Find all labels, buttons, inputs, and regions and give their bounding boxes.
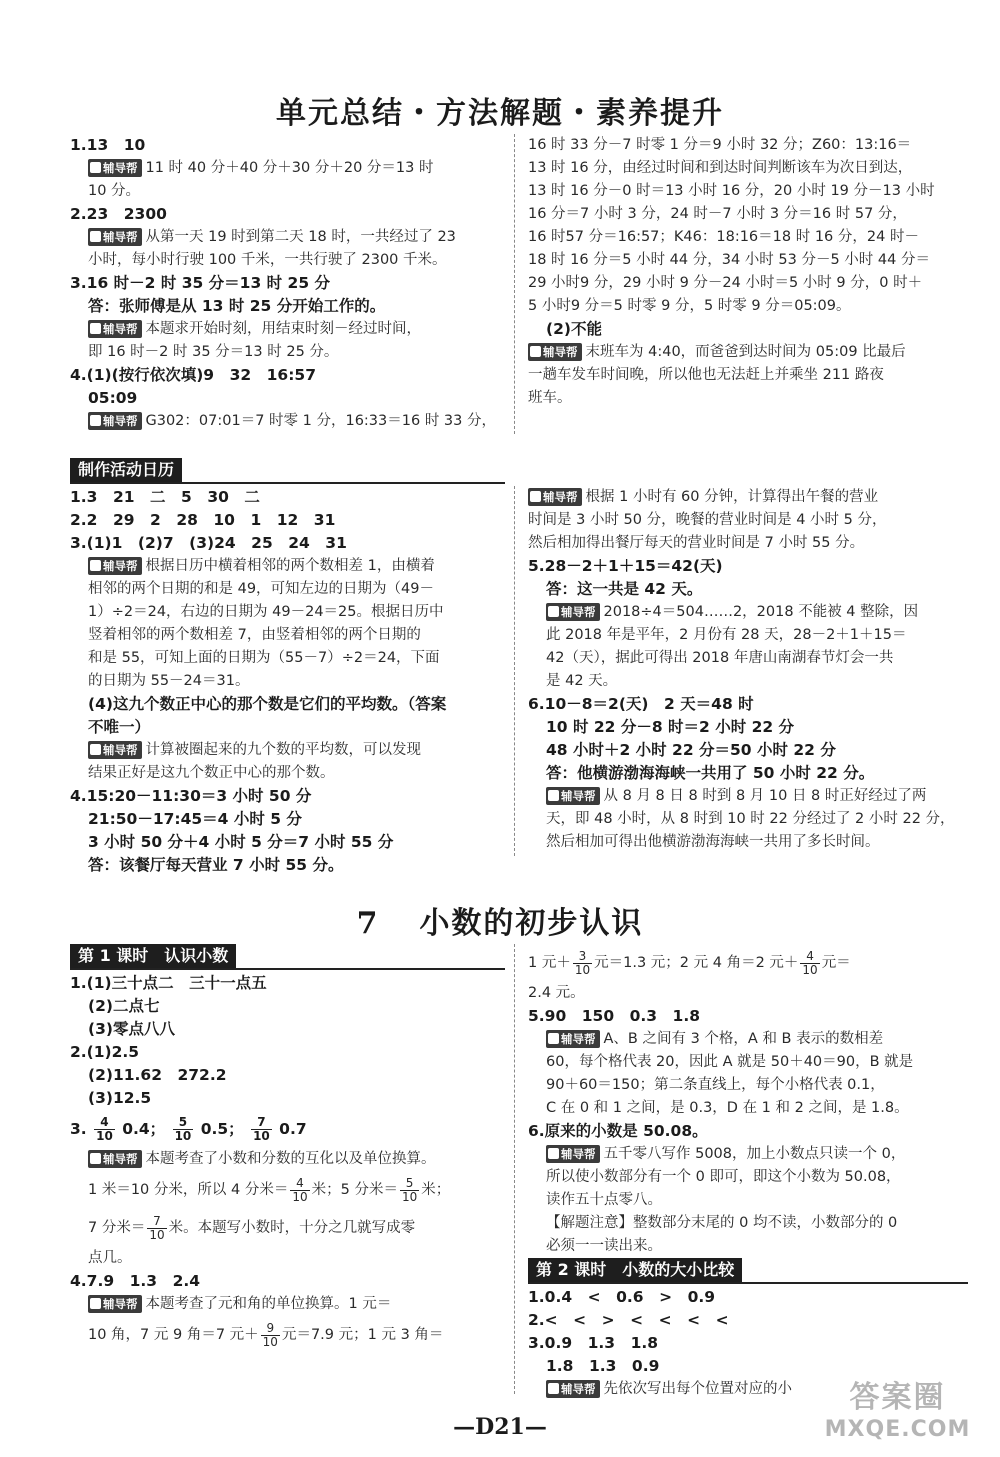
book-icon (90, 1298, 101, 1309)
explanation-line: 是 42 天。 (546, 673, 618, 689)
explanation-line: 10 分。 (88, 183, 141, 199)
section-header-label: 第 2 课时 小数的大小比较 (528, 1258, 742, 1282)
answer-line: 6.原来的小数是 50.08。 (528, 1122, 708, 1140)
guide-tag: 辅导帮 (546, 603, 600, 621)
explanation-line: 点几。 (88, 1250, 132, 1266)
book-icon (90, 162, 101, 173)
guide-tag: 辅导帮 (88, 1150, 142, 1168)
guide-tag: 辅导帮 (88, 320, 142, 338)
explanation-line: 即 16 时－2 时 35 分＝13 时 25 分。 (88, 344, 339, 360)
fraction: $\frac{4}{10}$ (802, 948, 818, 977)
answer-line: 2.2 29 2 28 10 1 12 31 (70, 511, 336, 529)
answer-line: 5.28－2＋1＋15＝42(天) (528, 557, 723, 575)
explanation-line: 辅导帮 从第一天 19 时到第二天 18 时，一共经过了 23 (70, 226, 505, 249)
explanation-line: 辅导帮 2018÷4＝504……2，2018 不能被 4 整除，因 (528, 601, 968, 624)
answer-line: 4.15:20－11:30＝3 小时 50 分 (70, 787, 312, 805)
answer-line: 1.0.4 < 0.6 > 0.9 (528, 1288, 716, 1306)
answer-line: 21:50－17:45＝4 小时 5 分 (88, 810, 302, 828)
answer-line: (2)11.62 272.2 (88, 1066, 227, 1084)
watermark-logo (800, 1380, 995, 1455)
note-line: 【解题注意】整数部分末尾的 0 均不读，小数部分的 0 (546, 1215, 898, 1231)
explanation-line: 辅导帮 本题考查了小数和分数的互化以及单位换算。 (70, 1148, 505, 1171)
chapter-name: 小数的初步认识 (419, 906, 644, 941)
unit-summary-right-column (528, 134, 968, 410)
answer-line: 10 时 22 分－8 时＝2 小时 22 分 (546, 718, 795, 736)
answer-line: 5.90 150 0.3 1.8 (528, 1007, 701, 1025)
fraction: $\frac{7}{10}$ (253, 1115, 270, 1143)
explanation-line: 1 元＋ $\frac{3}{10}$ 元＝1.3 元；2 元 4 角＝2 元＋ $\frac{4}{10}$ 元＝ (528, 948, 851, 977)
explanation-line: 13 时 16 分－0 时＝13 小时 16 分，20 小时 19 分－13 小时 (528, 183, 935, 199)
explanation-line: 时间是 3 小时 50 分，晚餐的营业时间是 4 小时 5 分， (528, 512, 887, 528)
chapter-number: 7 (356, 906, 380, 941)
guide-tag: 辅导帮 (528, 343, 582, 361)
explanation-line: 7 分米＝ $\frac{7}{10}$ 米。本题写小数时，十分之几就写成零 (88, 1213, 416, 1242)
guide-tag: 辅导帮 (546, 1030, 600, 1048)
explanation-line: 辅导帮 G302：07:01＝7 时零 1 分，16:33＝16 时 33 分， (70, 410, 505, 433)
section-title-unit-summary: 单元总结・方法解题・素养提升 (276, 96, 724, 131)
answer-line: 4.7.9 1.3 2.4 (70, 1272, 201, 1290)
lesson1-left-column (70, 944, 505, 1354)
column-divider (514, 486, 515, 856)
explanation-line: 辅导帮 根据 1 小时有 60 分钟，计算得出午餐的营业 (528, 486, 968, 509)
book-icon (548, 1033, 559, 1044)
page-number: —D21— (453, 1414, 547, 1440)
section-header-label: 第 1 课时 认识小数 (70, 944, 236, 968)
explanation-line: 18 时 16 分＝5 小时 44 分，34 小时 53 分－5 小时 44 分＝ (528, 252, 930, 268)
answer-line: 答：他横游渤海海峡一共用了 50 小时 22 分。 (546, 764, 875, 782)
explanation-line: 小时，每小时行驶 100 千米，一共行驶了 2300 千米。 (88, 252, 447, 268)
guide-tag: 辅导帮 (88, 159, 142, 177)
guide-tag: 辅导帮 (546, 1145, 600, 1163)
explanation-line: 班车。 (528, 390, 572, 406)
explanation-line: 90＋60＝150；第二条直线上，每个小格代表 0.1， (546, 1077, 885, 1093)
note-line: 必须一一读出来。 (546, 1238, 662, 1254)
explanation-line: 2.4 元。 (528, 985, 585, 1001)
guide-tag: 辅导帮 (88, 557, 142, 575)
answer-line: 3.16 时－2 时 35 分＝13 时 25 分 (70, 274, 331, 292)
fraction: $\frac{9}{10}$ (262, 1320, 278, 1349)
fraction: $\frac{7}{10}$ (149, 1213, 165, 1242)
answer-line: 6.10－8＝2(天) 2 天＝48 时 (528, 695, 754, 713)
book-icon (90, 415, 101, 426)
guide-tag: 辅导帮 (546, 1380, 600, 1398)
answer-line: 3. $\frac{4}{10}$ 0.4； $\frac{5}{10}$ 0.5； $\frac{7}{10}$ 0.7 (70, 1115, 307, 1143)
section-header-lesson2 (528, 1258, 968, 1284)
answer-line: 答：该餐厅每天营业 7 小时 55 分。 (88, 856, 344, 874)
watermark-url: MXQE.COM (824, 1417, 971, 1442)
explanation-line: 1 米＝10 分米，所以 4 分米＝ $\frac{4}{10}$ 米；5 分米＝ $\frac{5}{10}$ 米； (88, 1175, 451, 1204)
explanation-line: 所以使小数部分有一个 0 即可，即这个小数为 50.08， (546, 1169, 901, 1185)
answer-line: 2.< < > < < < < (528, 1311, 729, 1329)
explanation-line: 辅导帮 末班车为 4:40，而爸爸到达时间为 05:09 比最后 (528, 341, 968, 364)
answer-line: 答：张师傅是从 13 时 25 分开始工作的。 (88, 297, 386, 315)
fraction: $\frac{3}{10}$ (574, 948, 591, 977)
explanation-line: 辅导帮 本题求开始时刻，用结束时刻－经过时间， (70, 318, 505, 341)
explanation-line: 辅导帮 根据日历中横着相邻的两个数相差 1，由横着 (70, 555, 505, 578)
explanation-line: 结果正好是这九个数正中心的那个数。 (88, 765, 335, 781)
explanation-line: 29 小时9 分，29 小时 9 分－24 小时＝5 小时 9 分，0 时＋ (528, 275, 923, 291)
book-icon (530, 491, 541, 502)
answer-line: (3)12.5 (88, 1089, 152, 1107)
book-icon (90, 744, 101, 755)
answer-line: 4.(1)(按行依次填)9 32 16:57 (70, 366, 316, 384)
answer-line: 1.8 1.3 0.9 (546, 1357, 660, 1375)
explanation-line: 竖着相邻的两个数相差 7，由竖着相邻的两个日期的 (88, 627, 421, 643)
explanation-line: 辅导帮 先依次写出每个位置对应的小 (528, 1378, 968, 1401)
book-icon (90, 560, 101, 571)
answer-line: 1.(1)三十点二 三十一点五 (70, 974, 267, 992)
explanation-line: 42（天），据此可得出 2018 年唐山南湖春节灯会一共 (546, 650, 894, 666)
column-divider (514, 944, 515, 1394)
explanation-line: C 在 0 和 1 之间，是 0.3，D 在 1 和 2 之间，是 1.8。 (546, 1100, 909, 1116)
explanation-line: 天，即 48 小时，从 8 时到 10 时 22 分经过了 2 小时 22 分， (546, 811, 955, 827)
column-divider (514, 134, 515, 434)
guide-tag: 辅导帮 (88, 741, 142, 759)
chapter-title (0, 898, 1000, 942)
explanation-line: 13 时 16 分，由经过时间和到达时间判断该车为次日到达， (528, 160, 913, 176)
explanation-line: 辅导帮 五千零八写作 5008，加上小数点只读一个 0， (528, 1143, 968, 1166)
watermark-text: 答案圈 (849, 1380, 946, 1415)
explanation-line: 10 角，7 元 9 角＝7 元＋ $\frac{9}{10}$ 元＝7.9 元；1 元 3 角＝ (88, 1320, 444, 1349)
explanation-line: 的日期为 55－24＝31。 (88, 673, 250, 689)
explanation-line: 辅导帮 计算被圈起来的九个数的平均数，可以发现 (70, 739, 505, 762)
answer-line: (2)二点七 (88, 997, 160, 1015)
explanation-line: 16 时 33 分－7 时零 1 分＝9 小时 32 分；Z60：13:16＝ (528, 137, 912, 153)
book-icon (548, 1383, 559, 1394)
guide-tag: 辅导帮 (546, 787, 600, 805)
answer-line: 3.(1)1 (2)7 (3)24 25 24 31 (70, 534, 347, 552)
calendar-left-column (70, 486, 505, 877)
explanation-line: 相邻的两个日期的和是 49，可知左边的日期为（49－ (88, 581, 435, 597)
answer-line: 48 小时＋2 小时 22 分＝50 小时 22 分 (546, 741, 836, 759)
book-icon (548, 790, 559, 801)
answer-line: 05:09 (88, 389, 138, 407)
guide-tag: 辅导帮 (88, 228, 142, 246)
answer-line: 2.(1)2.5 (70, 1043, 140, 1061)
fraction: $\frac{4}{10}$ (96, 1115, 113, 1143)
explanation-line: 然后相加得出餐厅每天的营业时间是 7 小时 55 分。 (528, 535, 865, 551)
answer-line: 不唯一） (88, 718, 151, 736)
explanation-line: 16 分＝7 小时 3 分，24 时－7 小时 3 分＝16 时 57 分， (528, 206, 907, 222)
explanation-line: 1）÷2＝24，右边的日期为 49－24＝25。根据日历中 (88, 604, 444, 620)
book-icon (90, 1153, 101, 1164)
fraction: $\frac{5}{10}$ (401, 1175, 418, 1204)
explanation-line: 辅导帮 A、B 之间有 3 个格，A 和 B 表示的数相差 (528, 1028, 968, 1051)
guide-tag: 辅导帮 (88, 1295, 142, 1313)
answer-line: (2)不能 (546, 320, 602, 338)
answer-line: 1.3 21 二 5 30 二 (70, 488, 260, 506)
explanation-line: 然后相加可得出他横游渤海海峡一共用了多长时间。 (546, 834, 880, 850)
book-icon (548, 606, 559, 617)
book-icon (90, 231, 101, 242)
book-icon (548, 1148, 559, 1159)
explanation-line: 此 2018 年是平年，2 月份有 28 天，28－2＋1＋15＝ (546, 627, 907, 643)
explanation-line: 5 小时9 分＝5 时零 9 分，5 时零 9 分＝05:09。 (528, 298, 851, 314)
answer-line: 2.23 2300 (70, 205, 167, 223)
section-header-calendar (70, 458, 505, 486)
fraction: $\frac{4}{10}$ (292, 1175, 308, 1204)
calendar-right-column (528, 486, 968, 854)
book-icon (90, 323, 101, 334)
explanation-line: 读作五十点零八。 (546, 1192, 662, 1208)
explanation-line: 和是 55，可知上面的日期为（55－7）÷2＝24，下面 (88, 650, 440, 666)
guide-tag: 辅导帮 (88, 412, 142, 430)
unit-summary-left-column (70, 134, 505, 433)
guide-tag: 辅导帮 (528, 488, 582, 506)
explanation-line: 辅导帮 从 8 月 8 日 8 时到 8 月 10 日 8 时正好经过了两 (528, 785, 968, 808)
answer-line: (3)零点八八 (88, 1020, 175, 1038)
section-header-label: 制作活动日历 (70, 458, 182, 482)
answer-line: 3.0.9 1.3 1.8 (528, 1334, 659, 1352)
answer-line: 答：这一共是 42 天。 (546, 580, 703, 598)
answer-line: 1.13 10 (70, 136, 146, 154)
explanation-line: 辅导帮 11 时 40 分＋40 分＋30 分＋20 分＝13 时 (70, 157, 505, 180)
explanation-line: 16 时57 分＝16:57；K46：18:16＝18 时 16 分，24 时－ (528, 229, 919, 245)
explanation-line: 60，每个格代表 20，因此 A 就是 50＋40＝90，B 就是 (546, 1054, 914, 1070)
answer-line: 3 小时 50 分＋4 小时 5 分＝7 小时 55 分 (88, 833, 394, 851)
explanation-line: 辅导帮 本题考查了元和角的单位换算。1 元＝ (70, 1293, 505, 1316)
lesson1-right-column (528, 944, 968, 1401)
answer-line: (4)这九个数正中心的那个数是它们的平均数。（答案 (88, 695, 447, 713)
book-icon (530, 346, 541, 357)
explanation-line: 一趟车发车时间晚，所以他也无法赶上并乘坐 211 路夜 (528, 367, 884, 383)
fraction: $\frac{5}{10}$ (174, 1115, 192, 1143)
